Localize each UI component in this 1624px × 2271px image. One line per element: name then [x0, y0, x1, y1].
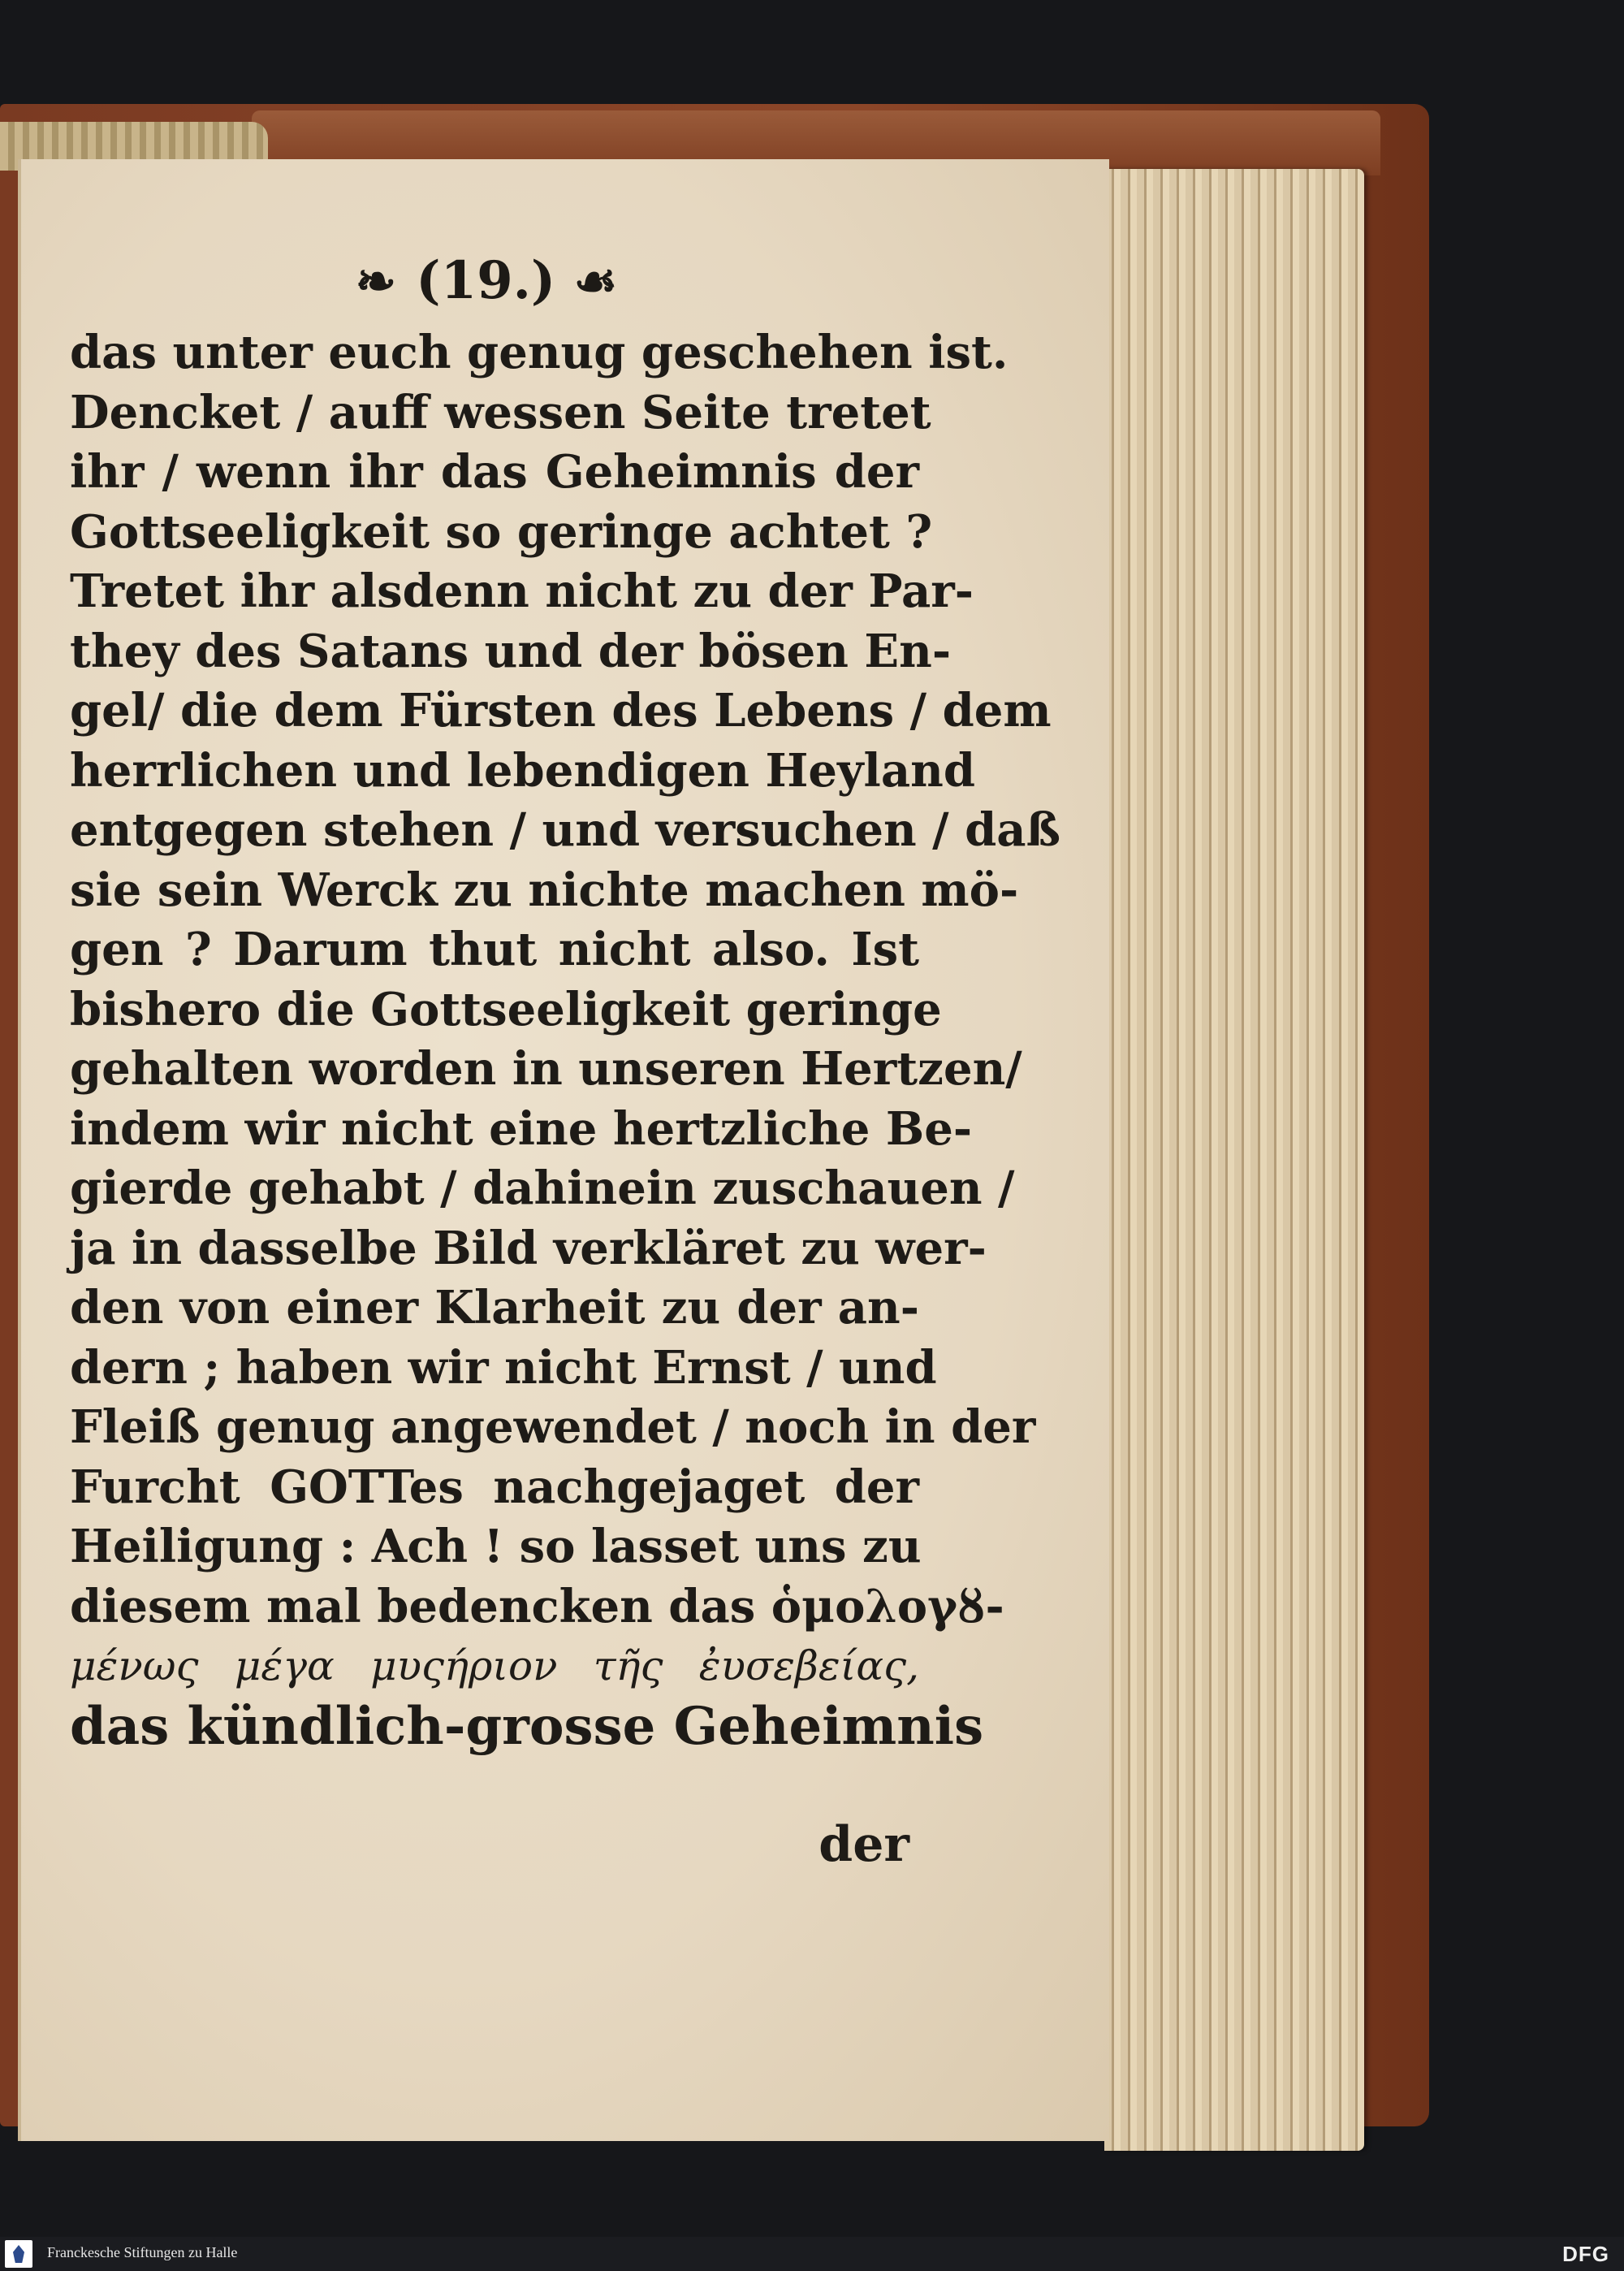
text-line: entgegen stehen / und versuchen / daß — [70, 803, 1061, 857]
text-line: ihr / wenn ihr das Geheimnis der — [70, 445, 919, 499]
text-line: Tretet ihr alsdenn nicht zu der Par- — [70, 565, 974, 618]
text-line: gehalten worden in unseren Hertzen/ — [70, 1042, 1022, 1096]
text-line: herrlichen und lebendigen Heyland — [70, 743, 975, 798]
text-line: ja in dasselbe Bild verkläret zu wer- — [70, 1221, 987, 1275]
ornament-right-icon: ☙ — [573, 253, 620, 310]
text-line: den von einer Klarheit zu der an- — [70, 1281, 919, 1334]
ornament-left-icon: ❧ — [355, 253, 398, 310]
text-line: gierde gehabt / dahinein zuschauen / — [70, 1161, 1015, 1215]
text-line: sie sein Werck zu nichte machen mö- — [70, 863, 1019, 917]
page-header — [292, 250, 682, 311]
text-line: das unter euch genug geschehen ist. — [70, 326, 1009, 379]
text-line: Fleiß genug angewendet / noch in der — [70, 1400, 1036, 1454]
text-line-emphasis: das kündlich-grosse Geheimnis — [70, 1695, 984, 1757]
page-edges — [1104, 169, 1364, 2151]
institution-logo-icon — [5, 2240, 32, 2268]
text-line: Dencket / auff wessen Seite tretet — [70, 385, 931, 439]
text-line: Heiligung : Ach ! so lasset uns zu — [70, 1520, 922, 1573]
dfg-badge: DFG — [1562, 2242, 1609, 2266]
text-line: gel/ die dem Fürsten des Lebens / dem — [70, 684, 1052, 738]
text-line: Gottseeligkeit so geringe achtet ? — [70, 504, 933, 559]
footer-bar — [0, 2237, 1624, 2271]
catchword: der — [818, 1816, 909, 1873]
text-line: bishero die Gottseeligkeit geringe — [70, 982, 942, 1036]
institution-name: Franckesche Stiftungen zu Halle — [47, 2244, 238, 2260]
text-line-greek: μένως μέγα μυςήριον τῆς ἐυσεβείας, — [70, 1642, 919, 1689]
text-line: Furcht GOTTes nachgejaget der — [70, 1460, 919, 1514]
text-line: dern ; haben wir nicht Ernst / und — [70, 1340, 937, 1395]
text-line: they des Satans und der bösen En- — [70, 624, 952, 678]
page-text — [70, 323, 1061, 1757]
text-line: gen ? Darum thut nicht also. Ist — [70, 923, 919, 976]
text-line: diesem mal bedencken das ὁμολογȣ- — [70, 1579, 1004, 1633]
page-number: (19.) — [416, 250, 556, 311]
text-line: indem wir nicht eine hertzliche Be- — [70, 1101, 973, 1156]
